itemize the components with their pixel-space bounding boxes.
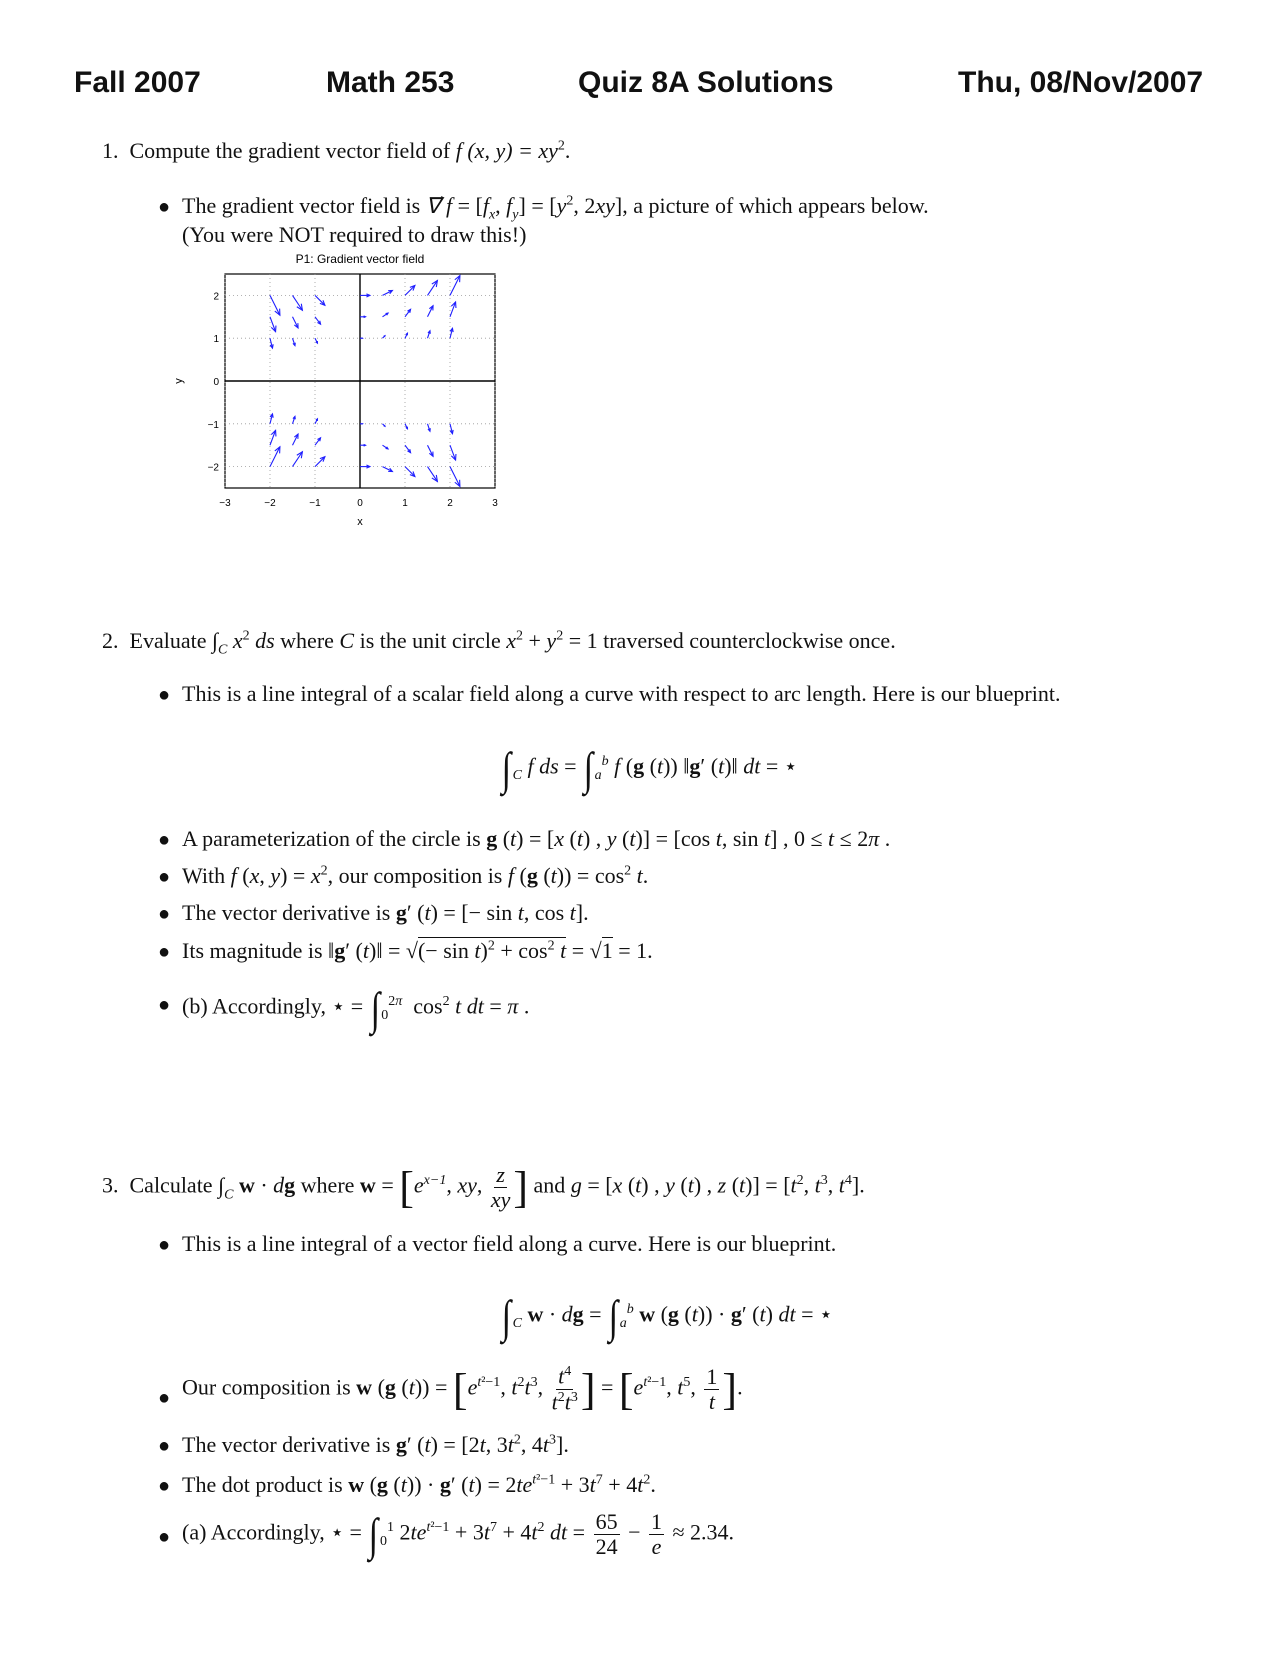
p3-b5-text: (a) Accordingly, ⋆ = ∫ $_0^1$ $2te^{t^2-1} + 3t^7 + 4t^2$ dt = $\frac{65}{24}$ − $\frac{1}{e}$ ≈ 2.34. xyxy=(182,1508,735,1560)
header-title: Quiz 8A Solutions xyxy=(578,66,834,99)
field-arrow xyxy=(360,465,370,468)
plot-title: P1: Gradient vector field xyxy=(295,252,425,266)
field-arrow xyxy=(383,336,385,338)
field-arrow xyxy=(360,423,362,424)
y-tick-label: 2 xyxy=(213,291,219,303)
field-arrow xyxy=(405,445,411,452)
p2-b5-text: Its magnitude is ‖g′ (t)‖ = √(− $\sin t)^2 + \cos^2 t = √1 = 1$. xyxy=(182,938,653,963)
p2-b1-text: This is a line integral of a scalar field along a curve with respect to arc length. Here is our blueprint. xyxy=(182,681,1061,706)
field-arrow xyxy=(293,295,303,310)
field-arrow xyxy=(450,328,453,338)
p2-b1-dot: ● xyxy=(158,684,171,706)
p1-bullet-dot: ● xyxy=(158,196,171,218)
p3-b4-text: The dot product is w (g (t)) · g′ $(t) = 2te^{t^2-1} + 3t^7 + 4t^2$. xyxy=(182,1472,656,1497)
field-arrow xyxy=(270,338,273,348)
gradient-field-plot xyxy=(160,250,520,530)
field-arrow xyxy=(383,424,385,426)
p3-b2-text: Our composition is w (g $(t)) = [e^{t^2-1}$, $t^2t^3$, $\frac{t^4}{t^2t^3}$ ] = [$e^{t^2-1}$, $t^5$, $\frac{1}{t}$ ]. xyxy=(182,1363,743,1415)
field-arrow xyxy=(293,317,299,328)
p2-blueprint: ∫ $_C$ f ds = ∫ $_a^b$ f (g (t)) ‖g′ (t)‖ dt = ⋆ xyxy=(501,743,798,794)
field-arrow xyxy=(270,447,280,467)
field-arrow xyxy=(428,331,431,338)
field-arrow xyxy=(293,416,296,423)
field-arrow xyxy=(428,445,434,456)
p2-b2-text: A parameterization of the circle is g (t) = [x (t) , y (t)] = [cos t, sin t] , 0 ≤ t ≤ 2π . xyxy=(182,826,891,851)
field-arrow xyxy=(293,452,303,467)
p2-question: 2. Evaluate $\int_C$ $x^2$ ds where C is the unit circle $x^2 + y^2 = 1$ traversed counterclockwise once. xyxy=(102,628,896,658)
y-tick-label: −2 xyxy=(207,462,219,474)
x-tick-label: 0 xyxy=(357,498,363,509)
y-tick-label: 1 xyxy=(213,334,219,346)
p3-b1-text: This is a line integral of a vector field along a curve. Here is our blueprint. xyxy=(182,1231,837,1256)
x-tick-label: 3 xyxy=(492,498,498,509)
p3-blueprint: ∫ $_C$ w · dg = ∫ $_a^b$ w (g (t)) · g′ (t) dt = ⋆ xyxy=(501,1291,833,1342)
p3-b1-dot: ● xyxy=(158,1234,171,1256)
plot-ylabel: y xyxy=(173,378,185,384)
p2-b3-dot: ● xyxy=(158,866,171,888)
field-arrow xyxy=(383,445,389,449)
field-arrow xyxy=(270,295,280,315)
p1-number: 1. xyxy=(102,138,119,163)
field-arrow xyxy=(383,290,393,295)
p2-b4-dot: ● xyxy=(158,903,171,925)
field-arrow xyxy=(293,338,296,345)
field-arrow xyxy=(428,281,438,296)
p2-b4-text: The vector derivative is g′ (t) = [− sin t, cos t]. xyxy=(182,900,589,925)
p3-b3-dot: ● xyxy=(158,1435,171,1457)
p1-question-text: Compute the gradient vector field of xyxy=(129,138,451,163)
field-arrow xyxy=(428,306,434,317)
field-arrow xyxy=(315,438,321,445)
field-arrow xyxy=(360,444,366,446)
field-arrow xyxy=(360,316,366,318)
field-arrow xyxy=(405,467,415,477)
plot-xlabel: x xyxy=(357,516,363,528)
field-arrow xyxy=(383,313,389,317)
field-arrow xyxy=(315,419,317,424)
field-arrow xyxy=(450,302,456,317)
x-tick-label: −2 xyxy=(264,498,276,509)
p3-b2-dot: ● xyxy=(158,1387,171,1409)
y-tick-label: −1 xyxy=(207,419,219,431)
field-arrow xyxy=(315,317,321,324)
field-arrow xyxy=(360,338,362,339)
header-semester: Fall 2007 xyxy=(74,66,201,99)
header-course: Math 253 xyxy=(326,66,455,99)
p2-b5-dot: ● xyxy=(158,941,171,963)
field-arrow xyxy=(270,317,276,332)
field-arrow xyxy=(405,286,415,296)
field-arrow xyxy=(428,424,431,431)
x-tick-label: 2 xyxy=(447,498,453,509)
field-arrow xyxy=(405,309,411,316)
p3-b4-dot: ● xyxy=(158,1475,171,1497)
p1-question: 1. Compute the gradient vector field of f (x, $y) = xy^2$. xyxy=(102,138,571,163)
field-arrow xyxy=(450,445,456,460)
field-arrow xyxy=(383,467,393,472)
p1-bullet-text: The gradient vector field is ∇⃗ $f = [f_x$, $f_y] = [y^2$, 2xy], a picture of which appears below. xyxy=(182,193,929,223)
field-arrow xyxy=(315,457,325,467)
header-date: Thu, 08/Nov/2007 xyxy=(958,66,1204,99)
field-arrow xyxy=(293,434,299,445)
p1-note: (You were NOT required to draw this!) xyxy=(182,222,527,247)
field-arrow xyxy=(428,467,438,482)
p2-b6-dot: ● xyxy=(158,994,171,1016)
p3-b3-text: The vector derivative is g′ (t) = [2t, $3t^2$, $4t^3$]. xyxy=(182,1432,569,1457)
y-tick-label: 0 xyxy=(213,377,219,388)
field-arrow xyxy=(270,430,276,445)
field-arrow xyxy=(270,414,273,424)
field-arrow xyxy=(315,295,325,305)
x-tick-label: 1 xyxy=(402,498,408,509)
field-arrow xyxy=(450,276,460,296)
x-tick-label: −1 xyxy=(309,498,321,509)
p2-b6-text: (b) Accordingly, ⋆ = ∫ $_0^{2\pi}$ $\cos^2 t$ dt = π . xyxy=(182,983,530,1034)
field-arrow xyxy=(405,333,407,338)
p2-b2-dot: ● xyxy=(158,829,171,851)
x-tick-label: −3 xyxy=(219,498,231,509)
p2-b3-text: With f (x, $y) = x^2$, our composition is f (g $(t)) = \cos^2 t$. xyxy=(182,863,649,888)
p1-function: f (x, y) = xy xyxy=(455,138,558,163)
field-arrow xyxy=(450,467,460,487)
field-arrow xyxy=(450,424,453,434)
field-arrow xyxy=(360,294,370,297)
p3-question: 3. Calculate $\int_C$ w · dg where $w = [e^{x-1}$, xy, $\frac{z}{xy}$ ] and g = [x (t) , y (t) , z $(t)] = [t^2$, $t^3$, $t^4$]. xyxy=(102,1161,865,1212)
p3-b5-dot: ● xyxy=(158,1526,171,1548)
